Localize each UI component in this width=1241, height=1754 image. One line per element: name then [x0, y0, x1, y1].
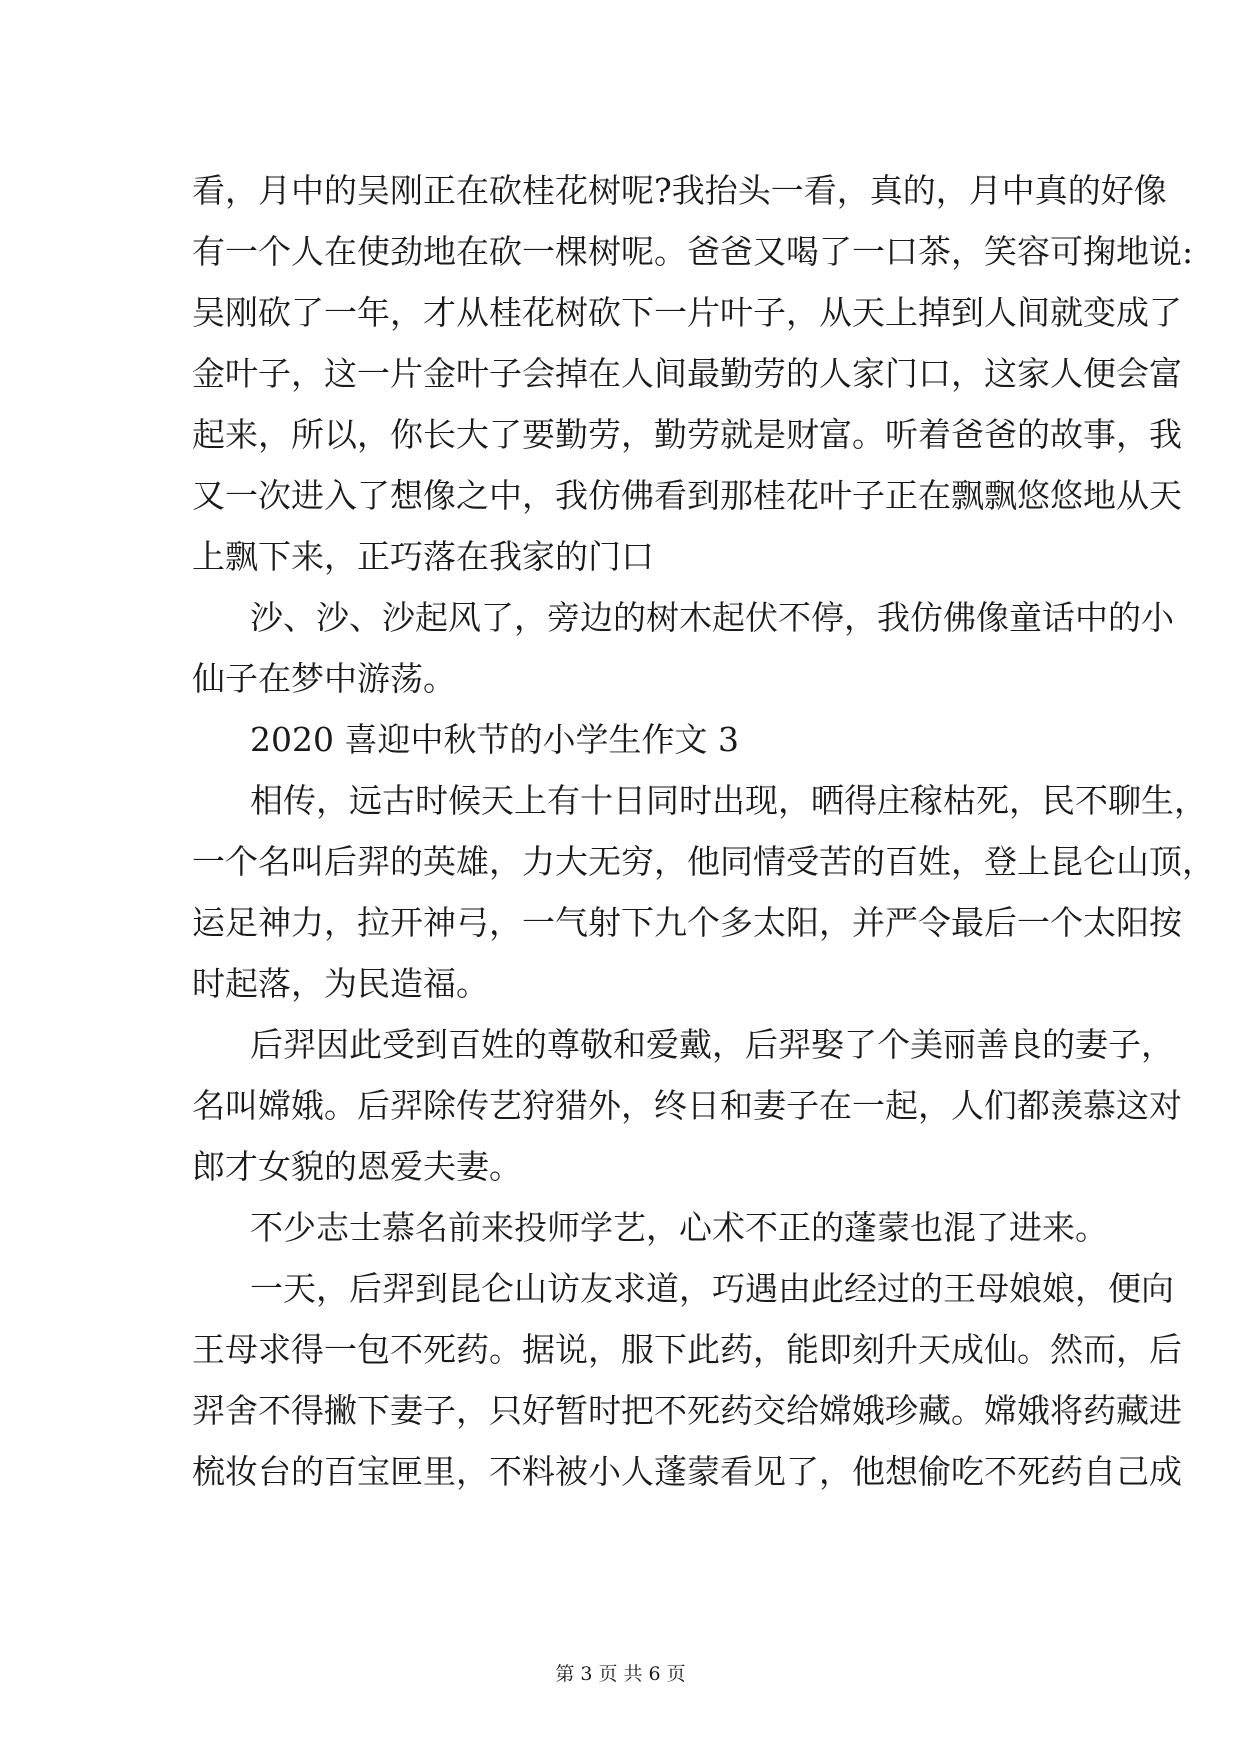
text-line: 梳妆台的百宝匣里，不料被小人蓬蒙看见了，他想偷吃不死药自己成 — [192, 1452, 1182, 1491]
text-line: 仙子在梦中游荡。 — [192, 659, 456, 698]
paragraph-start-line: 沙、沙、沙起风了，旁边的树木起伏不停，我仿佛像童话中的小 — [250, 598, 1174, 637]
text-line: 羿舍不得撇下妻子，只好暂时把不死药交给嫦娥珍藏。嫦娥将药藏进 — [192, 1391, 1182, 1430]
paragraph-start-line: 不少志士慕名前来投师学艺，心术不正的蓬蒙也混了进来。 — [250, 1208, 1108, 1247]
text-line: 又一次进入了想像之中，我仿佛看到那桂花叶子正在飘飘悠悠地从天 — [192, 476, 1182, 515]
text-line: 名叫嫦娥。后羿除传艺狩猎外，终日和妻子在一起，人们都羡慕这对 — [192, 1086, 1182, 1125]
text-line: 起来，所以，你长大了要勤劳，勤劳就是财富。听着爸爸的故事，我 — [192, 415, 1182, 454]
text-line: 看，月中的吴刚正在砍桂花树呢?我抬头一看，真的，月中真的好像 — [192, 171, 1167, 210]
body-text — [192, 160, 1215, 1502]
text-line: 上飘下来，正巧落在我家的门口 — [192, 537, 654, 576]
section-heading: 2020 喜迎中秋节的小学生作文 3 — [250, 720, 739, 759]
text-line: 一个名叫后羿的英雄，力大无穷，他同情受苦的百姓，登上昆仑山顶， — [192, 842, 1215, 881]
text-line: 王母求得一包不死药。据说，服下此药，能即刻升天成仙。然而，后 — [192, 1330, 1182, 1369]
text-line: 金叶子，这一片金叶子会掉在人间最勤劳的人家门口，这家人便会富 — [192, 354, 1182, 393]
text-line: 郎才女貌的恩爱夫妻。 — [192, 1147, 522, 1186]
paragraph-start-line: 相传，远古时候天上有十日同时出现，晒得庄稼枯死，民不聊生， — [250, 781, 1207, 820]
paragraph-start-line: 后羿因此受到百姓的尊敬和爱戴，后羿娶了个美丽善良的妻子， — [250, 1025, 1174, 1064]
text-line: 时起落，为民造福。 — [192, 964, 489, 1003]
text-line: 有一个人在使劲地在砍一棵树呢。爸爸又喝了一口茶，笑容可掬地说: — [192, 232, 1194, 271]
text-line: 吴刚砍了一年，才从桂花树砍下一片叶子，从天上掉到人间就变成了 — [192, 293, 1182, 332]
page-number-footer: 第 3 页 共 6 页 — [555, 1663, 686, 1685]
paragraph-start-line: 一天，后羿到昆仑山访友求道，巧遇由此经过的王母娘娘，便向 — [250, 1269, 1174, 1308]
text-line: 运足神力，拉开神弓，一气射下九个多太阳，并严令最后一个太阳按 — [192, 903, 1182, 942]
